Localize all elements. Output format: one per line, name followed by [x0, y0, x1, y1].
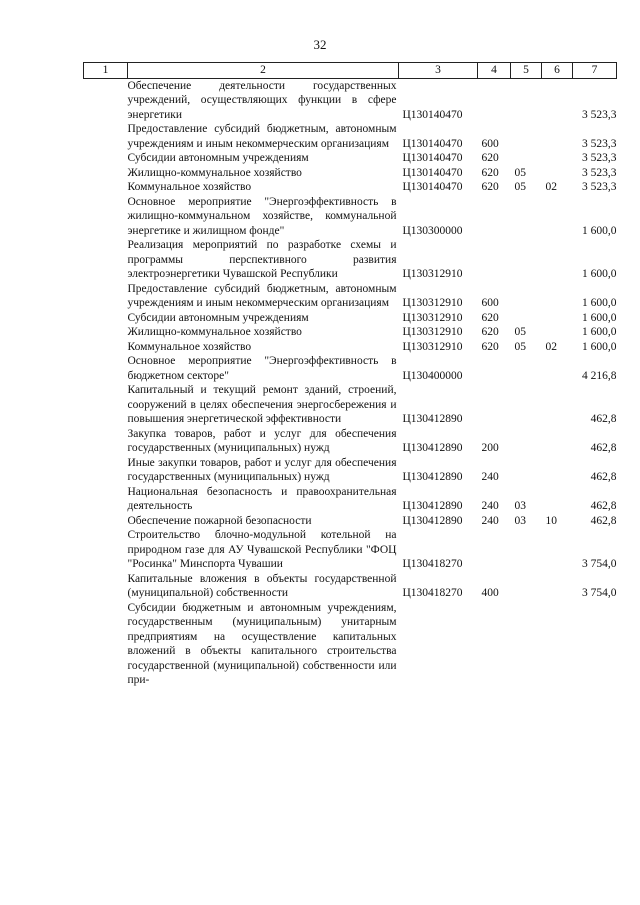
- row-subsection: [542, 572, 573, 601]
- row-amount: 3 523,3: [582, 137, 617, 150]
- row-amount: 3 523,3: [582, 108, 617, 121]
- row-name: Капитальные вложения в объекты государственной (муниципальной) собственности: [127, 572, 397, 599]
- row-name: Реализация мероприятий по разработке схемы и программы перспективного развития электроэнергетики Чувашской Республики: [127, 239, 397, 280]
- row-amount: 1 600,0: [582, 326, 617, 338]
- row-spacer: [84, 238, 128, 282]
- row-name: Жилищно-коммунальное хозяйство: [127, 166, 302, 179]
- row-section: 05: [514, 181, 526, 193]
- row-code: Ц130300000: [402, 224, 463, 237]
- row-section: [511, 354, 542, 383]
- row-section: [511, 528, 542, 572]
- row-spacer: [84, 78, 128, 122]
- row-section: [511, 456, 542, 485]
- row-amount: 462,8: [590, 514, 617, 527]
- row-expense-type: 620: [481, 326, 499, 338]
- row-spacer: [84, 151, 128, 166]
- table-row: [84, 238, 617, 282]
- row-name: Основное мероприятие "Энергоэффективность в бюджетном секторе": [127, 355, 397, 382]
- row-code: Ц130418270: [402, 558, 463, 570]
- row-name: Жилищно-коммунальное хозяйство: [127, 326, 302, 338]
- row-spacer: [84, 340, 128, 355]
- row-spacer: [84, 601, 128, 688]
- row-code: Ц130140470: [402, 166, 463, 179]
- row-section: [511, 383, 542, 427]
- row-subsection: [542, 122, 573, 151]
- row-amount: 462,8: [590, 500, 617, 512]
- row-name: Основное мероприятие "Энергоэффективность в жилищно-коммунальном хозяйстве, коммунальной энергетике и жилищном фонде": [127, 195, 397, 237]
- row-spacer: [84, 528, 128, 572]
- column-header: 5: [511, 63, 542, 79]
- table-row: [84, 514, 617, 529]
- row-section: [511, 195, 542, 239]
- row-code: Ц130312910: [402, 297, 463, 309]
- row-section: [511, 427, 542, 456]
- row-code: [399, 601, 478, 688]
- column-header: 4: [478, 63, 511, 79]
- row-expense-type: 620: [481, 340, 499, 353]
- row-subsection: [542, 427, 573, 456]
- row-amount: 3 754,0: [582, 558, 617, 570]
- row-expense-type: [478, 528, 511, 572]
- row-section: 03: [514, 500, 526, 512]
- row-name: Предоставление субсидий бюджетным, автономным учреждениям и иным некоммерческим организациям: [127, 282, 397, 309]
- table-row: [84, 354, 617, 383]
- row-expense-type: [478, 354, 511, 383]
- row-code: Ц130312910: [402, 268, 463, 280]
- row-spacer: [84, 166, 128, 181]
- table-row: [84, 601, 617, 688]
- row-code: Ц130312910: [402, 326, 463, 338]
- row-name: Строительство блочно-модульной котельной на природном газе для АУ Чувашской Республики "ФОЦ "Росинка" Минспорта Чувашии: [127, 529, 397, 570]
- row-amount: 1 600,0: [582, 224, 617, 237]
- page-number: 32: [313, 37, 327, 52]
- row-subsection: [542, 78, 573, 122]
- row-code: Ц130412890: [402, 500, 463, 512]
- row-code: Ц130140470: [402, 108, 463, 121]
- row-subsection: [542, 195, 573, 239]
- row-section: [511, 151, 542, 166]
- row-section: [511, 238, 542, 282]
- column-header: 3: [399, 63, 478, 79]
- row-spacer: [84, 325, 128, 340]
- row-code: Ц130412890: [402, 514, 463, 527]
- table-row: [84, 78, 617, 122]
- row-code: Ц130412890: [402, 471, 463, 483]
- row-amount: 462,8: [590, 442, 617, 454]
- row-subsection: 10: [545, 514, 557, 527]
- row-expense-type: 240: [481, 500, 499, 512]
- row-amount: 1 600,0: [582, 297, 617, 309]
- table-row: [84, 485, 617, 514]
- row-spacer: [84, 427, 128, 456]
- table-row: [84, 383, 617, 427]
- row-subsection: [542, 383, 573, 427]
- row-name: Иные закупки товаров, работ и услуг для обеспечения государственных (муниципальных) нужд: [127, 456, 397, 483]
- row-name: Субсидии автономным учреждениям: [127, 152, 309, 164]
- row-amount: 3 523,3: [582, 166, 617, 179]
- row-amount: 462,8: [590, 413, 617, 425]
- row-amount: 462,8: [590, 471, 617, 483]
- row-name: Обеспечение деятельности государственных учреждений, осуществляющих функции в сфере энергетики: [127, 79, 397, 121]
- row-name: Закупка товаров, работ и услуг для обеспечения государственных (муниципальных) нужд: [127, 427, 397, 454]
- row-code: Ц130312910: [402, 311, 463, 324]
- row-subsection: [542, 311, 573, 326]
- row-expense-type: [478, 195, 511, 239]
- row-spacer: [84, 195, 128, 239]
- row-subsection: 02: [545, 181, 557, 193]
- row-name: Капитальный и текущий ремонт зданий, строений, сооружений в целях обеспечения энергосбережения и повышения энергетической эффективности: [127, 384, 397, 425]
- row-subsection: [542, 151, 573, 166]
- row-section: [511, 311, 542, 326]
- table-body: [84, 78, 617, 688]
- row-subsection: [542, 354, 573, 383]
- row-spacer: [84, 311, 128, 326]
- row-spacer: [84, 122, 128, 151]
- row-expense-type: 600: [481, 137, 499, 150]
- row-name: Субсидии бюджетным и автономным учреждениям, государственным (муниципальным) унитарным предприятиям на осуществление капитальных вложений в объекты капитального строительства государственной (муниципальной) собственности или при-: [127, 601, 397, 686]
- row-subsection: [542, 528, 573, 572]
- row-name: Коммунальное хозяйство: [127, 181, 252, 193]
- row-subsection: [542, 238, 573, 282]
- table-row: [84, 572, 617, 601]
- row-expense-type: 240: [481, 514, 499, 527]
- row-code: Ц130312910: [402, 340, 463, 353]
- row-spacer: [84, 456, 128, 485]
- row-code: Ц130140470: [402, 137, 463, 150]
- row-subsection: [542, 485, 573, 514]
- row-amount: 1 600,0: [582, 311, 617, 324]
- row-amount: 3 523,3: [582, 181, 617, 193]
- row-spacer: [84, 572, 128, 601]
- row-code: Ц130400000: [402, 369, 463, 382]
- table-row: [84, 528, 617, 572]
- table-row: [84, 427, 617, 456]
- table-row: [84, 456, 617, 485]
- row-spacer: [84, 514, 128, 529]
- row-expense-type: [478, 383, 511, 427]
- row-spacer: [84, 485, 128, 514]
- table-row: [84, 151, 617, 166]
- row-section: [511, 572, 542, 601]
- column-header: 2: [128, 63, 399, 79]
- row-code: Ц130140470: [402, 152, 463, 164]
- row-name: Национальная безопасность и правоохранительная деятельность: [127, 485, 397, 512]
- row-name: Обеспечение пожарной безопасности: [127, 514, 312, 527]
- row-expense-type: 600: [481, 297, 499, 309]
- budget-table: [83, 62, 617, 688]
- row-subsection: [542, 166, 573, 181]
- row-amount: [573, 601, 617, 688]
- row-subsection: [542, 325, 573, 340]
- row-amount: 4 216,8: [582, 369, 617, 382]
- row-section: 05: [514, 166, 526, 179]
- row-name: Предоставление субсидий бюджетным, автономным учреждениям и иным некоммерческим организациям: [127, 123, 397, 150]
- row-name: Субсидии автономным учреждениям: [127, 311, 309, 324]
- row-subsection: [542, 456, 573, 485]
- table-row: [84, 340, 617, 355]
- row-expense-type: [478, 601, 511, 688]
- row-expense-type: 620: [481, 181, 499, 193]
- row-expense-type: [478, 238, 511, 282]
- row-spacer: [84, 383, 128, 427]
- table-row: [84, 311, 617, 326]
- row-expense-type: 620: [481, 311, 499, 324]
- row-code: Ц130140470: [402, 181, 463, 193]
- row-subsection: [542, 601, 573, 688]
- row-code: Ц130412890: [402, 442, 463, 454]
- row-expense-type: 620: [481, 152, 499, 164]
- row-amount: 3 754,0: [582, 587, 617, 599]
- table-row: [84, 195, 617, 239]
- row-expense-type: 200: [481, 442, 499, 454]
- row-code: Ц130418270: [402, 587, 463, 599]
- row-amount: 3 523,3: [582, 152, 617, 164]
- row-amount: 1 600,0: [582, 340, 617, 353]
- row-section: [511, 601, 542, 688]
- column-header: 6: [542, 63, 573, 79]
- row-section: [511, 122, 542, 151]
- row-spacer: [84, 180, 128, 195]
- row-expense-type: 620: [481, 166, 499, 179]
- table-row: [84, 282, 617, 311]
- table-header-row: [84, 63, 617, 79]
- row-expense-type: 240: [481, 471, 499, 483]
- row-section: 05: [514, 340, 526, 353]
- row-subsection: [542, 282, 573, 311]
- table-row: [84, 166, 617, 181]
- table-row: [84, 180, 617, 195]
- row-section: [511, 78, 542, 122]
- row-amount: 1 600,0: [582, 268, 617, 280]
- row-spacer: [84, 282, 128, 311]
- row-section: 03: [514, 514, 526, 527]
- row-section: [511, 282, 542, 311]
- row-spacer: [84, 354, 128, 383]
- row-name: Коммунальное хозяйство: [127, 340, 252, 353]
- row-code: Ц130412890: [402, 413, 463, 425]
- row-section: 05: [514, 326, 526, 338]
- table-row: [84, 122, 617, 151]
- row-expense-type: 400: [481, 587, 499, 599]
- row-subsection: 02: [545, 340, 557, 353]
- column-header: 1: [84, 63, 128, 79]
- column-header: 7: [573, 63, 617, 79]
- table-row: [84, 325, 617, 340]
- row-expense-type: [478, 78, 511, 122]
